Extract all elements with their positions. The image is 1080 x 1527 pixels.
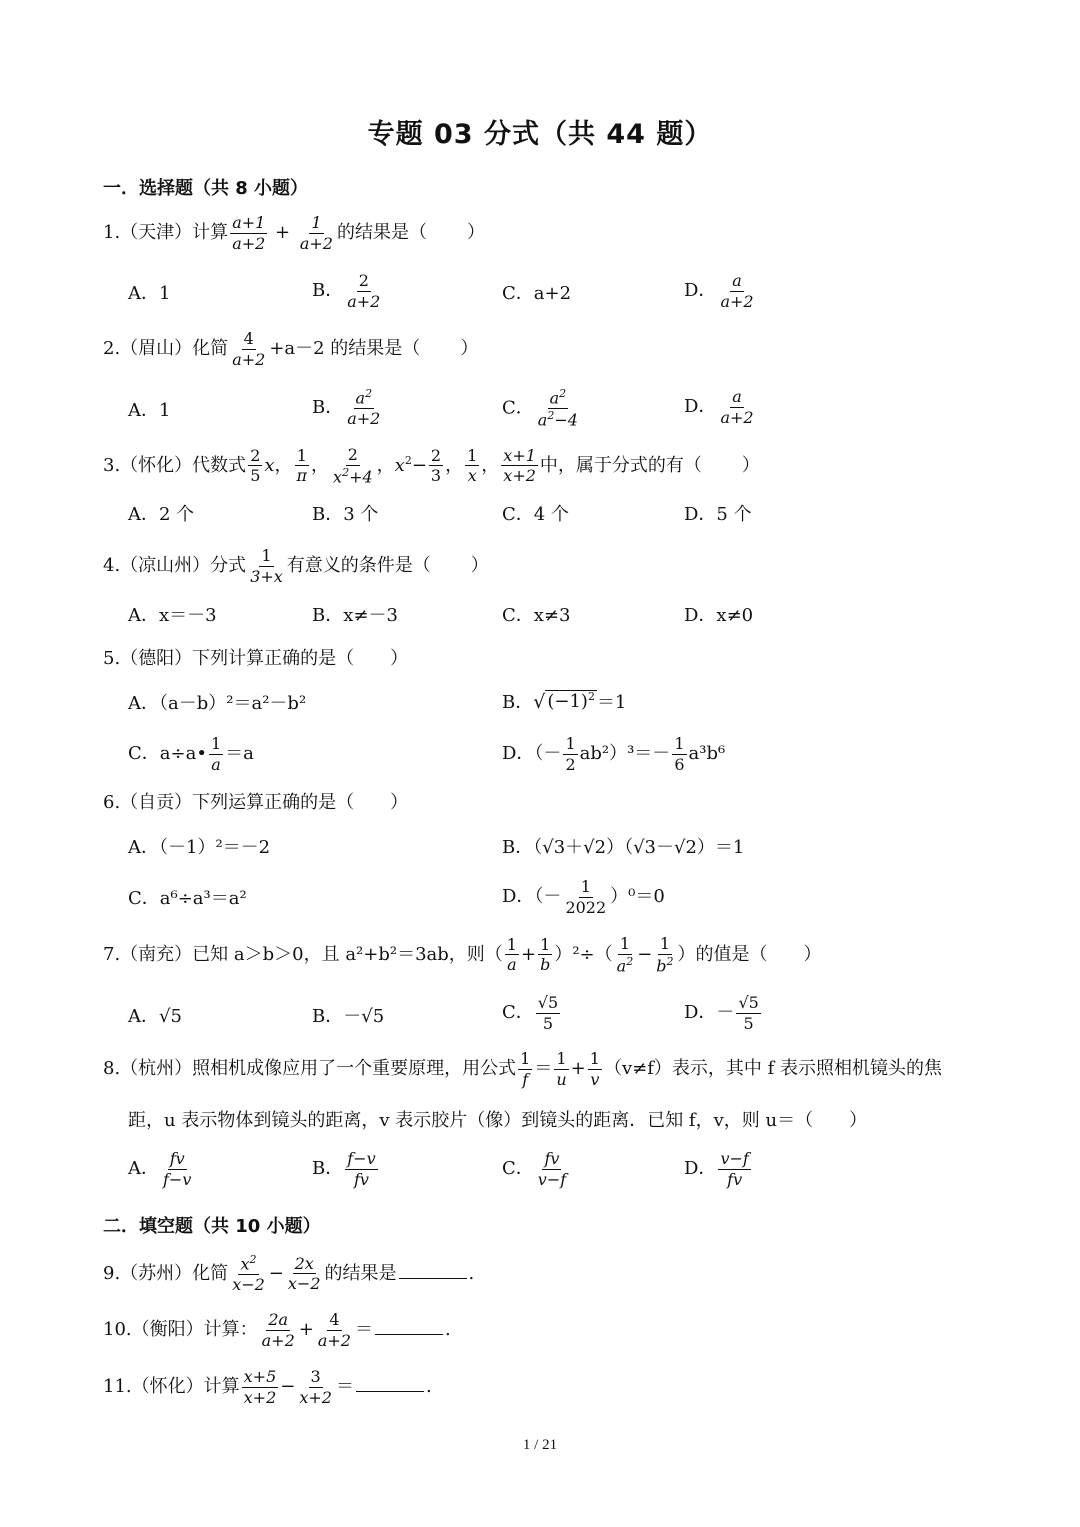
question-11: 11.（怀化）计算 $\frac{x+5}{x+2}$ − $\frac{3}{x+2}$ ＝ . [103,1367,432,1407]
page-title: 专题 03 分式（共 44 题） [367,119,713,150]
option-a: A．（－1）²＝－2 [128,837,271,858]
option-b: B． √ $(-1)^2$ ＝1 [502,690,627,713]
option-a: A．（a－b）²＝a²－b² [128,693,307,714]
option-a: A． $\frac{fv}{f-v}$ [128,1149,192,1189]
question-1: 1.（天津）计算 $\frac{a+1}{a+2}$ + $\frac{1}{a+2}$ 的结果是（ ） [103,213,485,253]
question-3: 3.（怀化）代数式 $\frac{2}{5}$ x， $\frac{1}{\pi}$ ， $\frac{2}{x^2+4}$ ，$x^2-$ $\frac{2}{3}$ ， $\frac{1}{x}$ ， $\frac{x+1}{x+2}$ 中，属于分式的有（ ） [103,445,760,486]
question-4: 4.（凉山州）分式 $\frac{1}{3+x}$ 有意义的条件是（ ） [103,546,489,586]
question-2: 2.（眉山）化简 $\frac{4}{a+2}$ +a－2 的结果是（ ） [103,329,479,369]
option-b: B． $\frac{a^2}{a+2}$ [312,387,381,428]
question-6: 6.（自贡）下列运算正确的是（ ） [103,792,409,813]
option-b: B． $\frac{2}{a+2}$ [312,271,381,311]
option-d: D． $\frac{a}{a+2}$ [684,387,754,427]
option-b: B．x≠－3 [312,605,398,626]
answer-blank[interactable] [399,1264,467,1279]
fraction: $\frac{a+1}{a+2}$ [232,213,266,253]
fraction: $\frac{1}{a+2}$ [299,213,333,253]
option-d: D．5 个 [684,504,752,525]
question-1-tail: 的结果是（ [336,222,427,244]
option-d: D． $\frac{a}{a+2}$ [684,271,754,311]
option-d: D．（－ $\frac{1}{2022}$ ）⁰＝0 [502,877,665,917]
option-b: B． $\frac{f-v}{fv}$ [312,1149,376,1189]
option-c: C．a⁶÷a³＝a² [128,888,247,909]
question-9: 9.（苏州）化简 $\frac{x^2}{x-2}$ − $\frac{2x}{x-2}$ 的结果是 . [103,1253,475,1294]
option-d: D．－ $\frac{√5}{5}$ [684,993,759,1033]
option-c: C．4 个 [502,504,569,525]
question-8: 8.（杭州）照相机成像应用了一个重要原理，用公式 $\frac{1}{f}$ ＝ $\frac{1}{u}$ + $\frac{1}{v}$ （v≠f）表示，其中 f 表示照相机镜头的焦 [103,1049,942,1089]
question-5: 5.（德阳）下列计算正确的是（ ） [103,648,409,669]
option-c: C．a÷a• $\frac{1}{a}$ ＝a [128,734,254,774]
question-1-stem: 1.（天津）计算 [103,222,229,244]
question-7: 7.（南充）已知 a＞b＞0，且 a²+b²＝3ab，则（ $\frac{1}{a}$ + $\frac{1}{b}$ ）²÷（ $\frac{1}{a^2}$ − $\frac{1}{b^2}$ ）的值是（ ） [103,934,822,975]
option-d: D． $\frac{v-f}{fv}$ [684,1149,749,1189]
option-b: B．（√3＋√2）（√3－√2）＝1 [502,837,745,858]
question-10: 10.（衡阳）计算： $\frac{2a}{a+2}$ + $\frac{4}{a+2}$ ＝ . [103,1310,451,1350]
option-d: D．x≠0 [684,605,754,626]
option-a: A．√5 [128,1006,182,1027]
section-heading-fill: 二．填空题（共 10 小题） [103,1216,321,1237]
option-a: A．1 [128,400,171,421]
answer-blank[interactable] [356,1377,424,1392]
option-a: A．2 个 [128,504,195,525]
option-c: C． $\frac{fv}{v-f}$ [502,1149,567,1189]
option-c: C． $\frac{a^2}{a^2-4}$ [502,387,578,430]
option-d: D．（－ $\frac{1}{2}$ ab²）³＝－ $\frac{1}{6}$ a³b⁶ [502,734,726,774]
option-a: A．x＝－3 [128,605,217,626]
fraction: $\frac{4}{a+2}$ [232,329,266,369]
option-c: C．x≠3 [502,605,571,626]
page-number: 1 / 21 [522,1437,558,1453]
answer-blank[interactable] [375,1320,443,1335]
option-b: B．3 个 [312,504,379,525]
section-heading-choice: 一．选择题（共 8 小题） [103,178,309,199]
option-c: C．a+2 [502,283,572,304]
question-8-line-2: 距，u 表示物体到镜头的距离，v 表示胶片（像）到镜头的距离．已知 f，v，则 u＝（ ） [128,1110,868,1131]
option-a: A．1 [128,283,171,304]
option-b: B．－√5 [312,1006,385,1027]
option-c: C． $\frac{√5}{5}$ [502,993,559,1033]
